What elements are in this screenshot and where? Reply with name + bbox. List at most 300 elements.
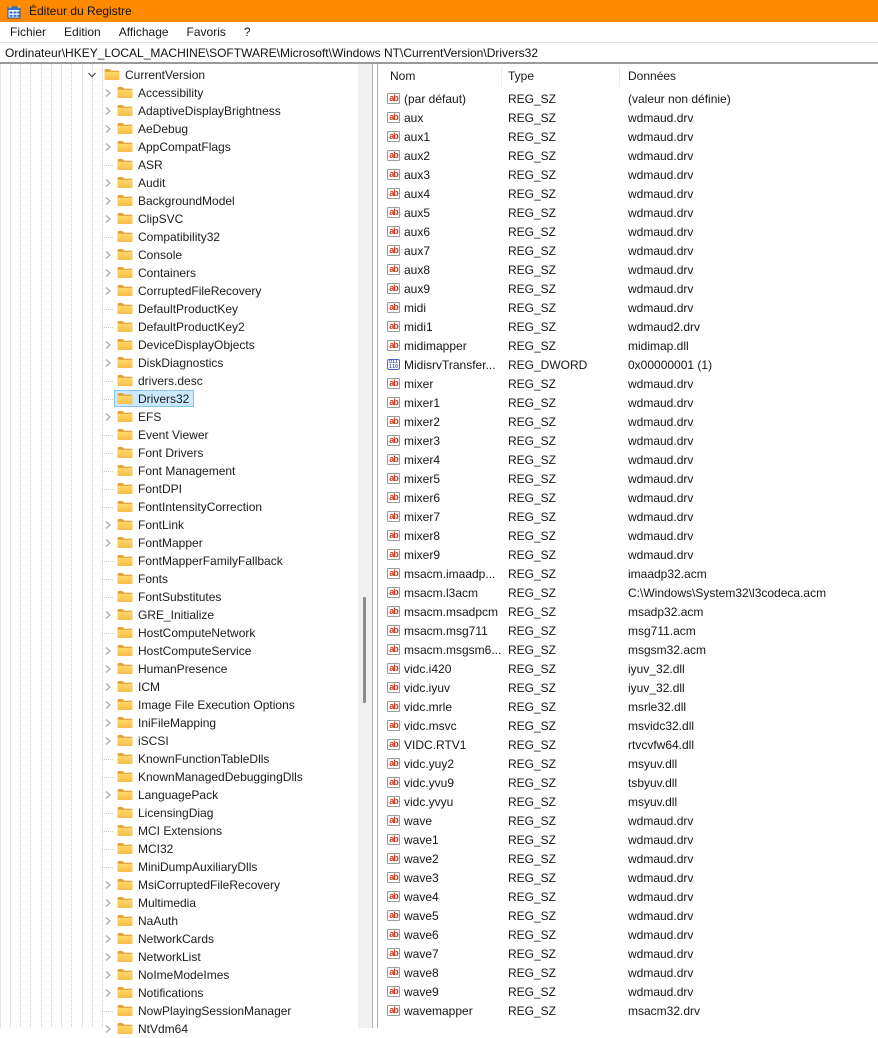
tree-item-fontmapper[interactable]: [1, 534, 357, 552]
value-type: REG_SZ: [508, 187, 557, 201]
value-name: wave: [404, 814, 433, 828]
tree-item-label: NtVdm64: [138, 1021, 189, 1036]
value-type: REG_SZ: [508, 757, 557, 771]
value-data: wdmaud.drv: [628, 966, 694, 980]
tree-item-iscsi[interactable]: [1, 732, 357, 750]
chevron-right-icon[interactable]: [103, 1024, 113, 1034]
tree-item-mci32[interactable]: [1, 840, 357, 858]
tree-item-humanpresence[interactable]: [1, 660, 357, 678]
value-type: REG_SZ: [508, 738, 557, 752]
tree-item-mci-extensions[interactable]: [1, 822, 357, 840]
string-value-icon: ab: [387, 435, 400, 446]
menu-item-help[interactable]: ?: [243, 25, 251, 39]
registry-value-row[interactable]: [378, 565, 878, 584]
value-type: REG_SZ: [508, 244, 557, 258]
tree-item-appcompatflags[interactable]: [1, 138, 357, 156]
registry-value-row[interactable]: [378, 1002, 878, 1021]
folder-icon: [117, 644, 133, 657]
value-data: wdmaud.drv: [628, 206, 694, 220]
tree-item-audit[interactable]: [1, 174, 357, 192]
value-name: wave2: [404, 852, 439, 866]
registry-value-row[interactable]: [378, 413, 878, 432]
tree-item-accessibility[interactable]: [1, 84, 357, 102]
registry-value-row[interactable]: [378, 299, 878, 318]
tree-item-label: NetworkCards: [138, 931, 215, 946]
tree-item-knownmanageddebuggingdlls[interactable]: [1, 768, 357, 786]
string-value-icon: ab: [387, 321, 400, 332]
tree-connector: [102, 435, 114, 436]
chevron-right-icon[interactable]: [103, 718, 113, 728]
tree-item-fonts[interactable]: [1, 570, 357, 588]
tree-item-label: Font Management: [138, 463, 236, 478]
tree-item-fontdpi[interactable]: [1, 480, 357, 498]
value-name: MidisrvTransfer...: [404, 358, 496, 372]
tree-item-devicedisplayobjects[interactable]: [1, 336, 357, 354]
value-type: REG_SZ: [508, 453, 557, 467]
folder-icon: [117, 752, 133, 765]
tree-item-clipsvc[interactable]: [1, 210, 357, 228]
tree-item-label: AppCompatFlags: [138, 139, 231, 154]
registry-value-row[interactable]: [378, 850, 878, 869]
value-data: wdmaud.drv: [628, 225, 694, 239]
value-data: wdmaud.drv: [628, 396, 694, 410]
tree-item-label: DefaultProductKey: [138, 301, 239, 316]
registry-value-row[interactable]: [378, 147, 878, 166]
value-name: vidc.yvyu: [404, 795, 454, 809]
tree-item-hostcomputeservice[interactable]: [1, 642, 357, 660]
folder-icon: [117, 734, 133, 747]
value-data: iyuv_32.dll: [628, 662, 685, 676]
tree-item-label: Font Drivers: [138, 445, 204, 460]
folder-icon: [117, 428, 133, 441]
tree-item-minidumpauxiliarydlls[interactable]: [1, 858, 357, 876]
value-name: msacm.msadpcm: [404, 605, 499, 619]
tree-item-label: iSCSI: [138, 733, 169, 748]
string-value-icon: ab: [387, 416, 400, 427]
tree-item-licensingdiag[interactable]: [1, 804, 357, 822]
value-type: REG_SZ: [508, 966, 557, 980]
string-value-icon: ab: [387, 530, 400, 541]
chevron-right-icon[interactable]: [103, 700, 113, 710]
tree-item-font-management[interactable]: [1, 462, 357, 480]
chevron-right-icon[interactable]: [103, 646, 113, 656]
value-type: REG_SZ: [508, 776, 557, 790]
chevron-right-icon[interactable]: [103, 268, 113, 278]
tree-item-label: FontMapperFamilyFallback: [138, 553, 283, 568]
tree-item-noimemodeimes[interactable]: [1, 966, 357, 984]
tree-item-msicorruptedfilerecovery[interactable]: [1, 876, 357, 894]
chevron-right-icon[interactable]: [103, 610, 113, 620]
chevron-right-icon[interactable]: [103, 358, 113, 368]
value-data: wdmaud.drv: [628, 301, 694, 315]
tree-item-label: FontSubstitutes: [138, 589, 222, 604]
tree-item-multimedia[interactable]: [1, 894, 357, 912]
tree-connector: [102, 381, 114, 382]
folder-icon: [117, 914, 133, 927]
registry-value-row[interactable]: [378, 109, 878, 128]
chevron-right-icon[interactable]: [103, 250, 113, 260]
value-type: REG_SZ: [508, 301, 557, 315]
value-type: REG_SZ: [508, 510, 557, 524]
list-header: [378, 64, 878, 90]
registry-value-row[interactable]: [378, 869, 878, 888]
value-name: wave4: [404, 890, 439, 904]
string-value-icon: ab: [387, 150, 400, 161]
tree-item-console[interactable]: [1, 246, 357, 264]
registry-value-row[interactable]: [378, 812, 878, 831]
tree-item-languagepack[interactable]: [1, 786, 357, 804]
value-type: REG_SZ: [508, 282, 557, 296]
value-type: REG_SZ: [508, 890, 557, 904]
folder-icon: [117, 860, 133, 873]
chevron-right-icon[interactable]: [103, 790, 113, 800]
registry-value-row[interactable]: [378, 223, 878, 242]
value-data: wdmaud.drv: [628, 244, 694, 258]
tree-item-asr[interactable]: [1, 156, 357, 174]
tree-item-diskdiagnostics[interactable]: [1, 354, 357, 372]
tree-item-ntvdm64[interactable]: [1, 1020, 357, 1038]
tree-connector: [102, 165, 114, 166]
string-value-icon: ab: [387, 682, 400, 693]
string-value-icon: ab: [387, 1005, 400, 1016]
chevron-right-icon[interactable]: [103, 340, 113, 350]
chevron-right-icon[interactable]: [103, 106, 113, 116]
tree-item-fontlink[interactable]: [1, 516, 357, 534]
value-type: REG_SZ: [508, 586, 557, 600]
registry-value-row[interactable]: [378, 337, 878, 356]
value-name: msacm.imaadp...: [404, 567, 496, 581]
tree-item-fontintensitycorrection[interactable]: [1, 498, 357, 516]
menu-item-fichier[interactable]: Fichier: [10, 25, 47, 39]
registry-value-row[interactable]: [378, 90, 878, 109]
value-type: REG_SZ: [508, 1004, 557, 1018]
tree-item-icm[interactable]: [1, 678, 357, 696]
tree-item-label: Multimedia: [138, 895, 197, 910]
value-data: midimap.dll: [628, 339, 689, 353]
registry-value-row[interactable]: [378, 660, 878, 679]
value-name: aux9: [404, 282, 431, 296]
tree-item-label: NetworkList: [138, 949, 201, 964]
tree-item-font-drivers[interactable]: [1, 444, 357, 462]
string-value-icon: ab: [387, 853, 400, 864]
tree-item-label: Audit: [138, 175, 166, 190]
value-name: vidc.mrle: [404, 700, 453, 714]
folder-icon: [117, 284, 133, 297]
folder-icon: [117, 410, 133, 423]
chevron-right-icon[interactable]: [103, 196, 113, 206]
tree-item-label: Event Viewer: [138, 427, 209, 442]
chevron-right-icon[interactable]: [103, 898, 113, 908]
folder-icon: [117, 194, 133, 207]
tree-connector: [102, 813, 114, 814]
registry-value-row[interactable]: [378, 470, 878, 489]
value-name: mixer2: [404, 415, 441, 429]
tree-item-fontmapperfamilyfallback[interactable]: [1, 552, 357, 570]
value-name: mixer3: [404, 434, 441, 448]
registry-value-row[interactable]: [378, 622, 878, 641]
registry-value-row[interactable]: [378, 261, 878, 280]
registry-value-row[interactable]: [378, 698, 878, 717]
registry-value-row[interactable]: [378, 489, 878, 508]
registry-value-row[interactable]: [378, 736, 878, 755]
menu-item-affichage[interactable]: Affichage: [118, 25, 169, 39]
string-value-icon: ab: [387, 397, 400, 408]
string-value-icon: ab: [387, 986, 400, 997]
value-data: wdmaud.drv: [628, 833, 694, 847]
string-value-icon: ab: [387, 131, 400, 142]
column-header-donnees[interactable]: Données: [628, 69, 677, 83]
string-value-icon: ab: [387, 549, 400, 560]
registry-tree-pane: [0, 64, 373, 1036]
registry-value-row[interactable]: [378, 926, 878, 945]
value-name: wave6: [404, 928, 439, 942]
registry-value-row[interactable]: [378, 166, 878, 185]
registry-value-row[interactable]: [378, 432, 878, 451]
value-data: wdmaud.drv: [628, 890, 694, 904]
value-data: msgsm32.acm: [628, 643, 707, 657]
value-type: REG_SZ: [508, 681, 557, 695]
chevron-right-icon[interactable]: [103, 142, 113, 152]
registry-value-row[interactable]: [378, 717, 878, 736]
chevron-right-icon[interactable]: [103, 214, 113, 224]
tree-connector: [102, 831, 114, 832]
registry-app-icon: [7, 4, 22, 19]
value-name: wave3: [404, 871, 439, 885]
tree-item-label: DefaultProductKey2: [138, 319, 245, 334]
chevron-right-icon[interactable]: [103, 682, 113, 692]
tree-item-nowplayingsessionmanager[interactable]: [1, 1002, 357, 1020]
string-value-icon: ab: [387, 967, 400, 978]
tree-item-backgroundmodel[interactable]: [1, 192, 357, 210]
registry-value-row[interactable]: [378, 679, 878, 698]
chevron-right-icon[interactable]: [103, 178, 113, 188]
folder-icon: [117, 554, 133, 567]
chevron-right-icon[interactable]: [103, 880, 113, 890]
string-value-icon: ab: [387, 663, 400, 674]
tree-item-label: MCI Extensions: [138, 823, 223, 838]
string-value-icon: ab: [387, 872, 400, 883]
registry-value-row[interactable]: [378, 451, 878, 470]
chevron-right-icon[interactable]: [103, 286, 113, 296]
value-data: wdmaud.drv: [628, 928, 694, 942]
tree-item-efs[interactable]: [1, 408, 357, 426]
value-name: aux5: [404, 206, 431, 220]
tree-item-aedebug[interactable]: [1, 120, 357, 138]
tree-item-containers[interactable]: [1, 264, 357, 282]
tree-item-notifications[interactable]: [1, 984, 357, 1002]
folder-icon: [117, 806, 133, 819]
chevron-down-icon[interactable]: [87, 70, 97, 80]
tree-item-naauth[interactable]: [1, 912, 357, 930]
value-data: wdmaud2.drv: [628, 320, 701, 334]
folder-icon: [117, 680, 133, 693]
registry-value-row[interactable]: [378, 242, 878, 261]
tree-connector: [102, 867, 114, 868]
tree-item-networkcards[interactable]: [1, 930, 357, 948]
registry-value-row[interactable]: [378, 280, 878, 299]
address-input[interactable]: [0, 44, 878, 61]
value-type: REG_SZ: [508, 339, 557, 353]
registry-value-row[interactable]: [378, 318, 878, 337]
value-data: wdmaud.drv: [628, 985, 694, 999]
tree-item-currentversion[interactable]: [1, 66, 357, 84]
value-name: aux2: [404, 149, 431, 163]
tree-connector: [102, 507, 114, 508]
address-bar: [0, 42, 878, 62]
folder-icon: [117, 104, 133, 117]
folder-icon: [117, 896, 133, 909]
value-type: REG_SZ: [508, 662, 557, 676]
registry-value-row[interactable]: [378, 356, 878, 375]
value-type: REG_SZ: [508, 795, 557, 809]
registry-value-row[interactable]: [378, 508, 878, 527]
folder-icon: [117, 176, 133, 189]
value-data: wdmaud.drv: [628, 491, 694, 505]
tree-item-compatibility32[interactable]: [1, 228, 357, 246]
registry-value-row[interactable]: [378, 204, 878, 223]
tree-item-fontsubstitutes[interactable]: [1, 588, 357, 606]
value-name: msacm.msgsm6...: [404, 643, 502, 657]
registry-values-pane: [377, 64, 878, 1028]
tree-item-drivers32[interactable]: [1, 390, 357, 408]
registry-value-row[interactable]: [378, 394, 878, 413]
chevron-right-icon[interactable]: [103, 538, 113, 548]
value-data: iyuv_32.dll: [628, 681, 685, 695]
tree-item-inifilemapping[interactable]: [1, 714, 357, 732]
value-type: REG_SZ: [508, 624, 557, 638]
registry-value-row[interactable]: [378, 185, 878, 204]
chevron-right-icon[interactable]: [103, 520, 113, 530]
tree-scrollbar-thumb[interactable]: [363, 597, 366, 703]
menu-item-edition[interactable]: Edition: [64, 25, 101, 39]
string-value-icon: ab: [387, 891, 400, 902]
menubar: [0, 22, 878, 42]
tree-connector: [102, 237, 114, 238]
registry-value-row[interactable]: [378, 641, 878, 660]
tree-item-defaultproductkey2[interactable]: [1, 318, 357, 336]
value-data: msacm32.drv: [628, 1004, 701, 1018]
string-value-icon: ab: [387, 777, 400, 788]
value-data: wdmaud.drv: [628, 909, 694, 923]
registry-value-row[interactable]: [378, 888, 878, 907]
titlebar[interactable]: [0, 0, 878, 22]
registry-value-row[interactable]: [378, 964, 878, 983]
chevron-right-icon[interactable]: [103, 412, 113, 422]
value-type: REG_SZ: [508, 947, 557, 961]
value-data: wdmaud.drv: [628, 434, 694, 448]
folder-icon: [117, 1022, 133, 1035]
tree-item-gre-initialize[interactable]: [1, 606, 357, 624]
folder-icon: [117, 824, 133, 837]
value-name: aux1: [404, 130, 431, 144]
value-type: REG_SZ: [508, 149, 557, 163]
string-value-icon: ab: [387, 815, 400, 826]
value-name: aux8: [404, 263, 431, 277]
value-name: wave9: [404, 985, 439, 999]
chevron-right-icon[interactable]: [103, 988, 113, 998]
registry-value-row[interactable]: [378, 584, 878, 603]
tree-connector: [102, 327, 114, 328]
tree-connector: [102, 759, 114, 760]
value-data: wdmaud.drv: [628, 282, 694, 296]
chevron-right-icon[interactable]: [103, 736, 113, 746]
tree-item-networklist[interactable]: [1, 948, 357, 966]
tree-item-label: Accessibility: [138, 85, 204, 100]
chevron-right-icon[interactable]: [103, 934, 113, 944]
tree-item-label: KnownFunctionTableDlls: [138, 751, 270, 766]
tree-item-label: LanguagePack: [138, 787, 219, 802]
value-name: mixer7: [404, 510, 441, 524]
value-data: msrle32.dll: [628, 700, 687, 714]
column-header-type[interactable]: Type: [502, 66, 620, 87]
chevron-right-icon[interactable]: [103, 952, 113, 962]
chevron-right-icon[interactable]: [103, 664, 113, 674]
menu-item-favoris[interactable]: Favoris: [186, 25, 226, 39]
tree-item-label: FontMapper: [138, 535, 203, 550]
registry-value-row[interactable]: [378, 375, 878, 394]
tree-item-knownfunctiontabledlls[interactable]: [1, 750, 357, 768]
registry-value-row[interactable]: [378, 793, 878, 812]
tree-item-adaptivedisplaybrightness[interactable]: [1, 102, 357, 120]
value-data: msyuv.dll: [628, 795, 678, 809]
tree-item-event-viewer[interactable]: [1, 426, 357, 444]
string-value-icon: ab: [387, 207, 400, 218]
tree-item-corruptedfilerecovery[interactable]: [1, 282, 357, 300]
string-value-icon: ab: [387, 720, 400, 731]
registry-value-row[interactable]: [378, 983, 878, 1002]
string-value-icon: ab: [387, 568, 400, 579]
value-name: vidc.yuy2: [404, 757, 455, 771]
registry-value-row[interactable]: [378, 907, 878, 926]
registry-value-row[interactable]: [378, 603, 878, 622]
registry-value-row[interactable]: [378, 527, 878, 546]
string-value-icon: ab: [387, 340, 400, 351]
folder-icon: [117, 230, 133, 243]
registry-value-row[interactable]: [378, 546, 878, 565]
tree-item-drivers-desc[interactable]: [1, 372, 357, 390]
chevron-right-icon[interactable]: [103, 88, 113, 98]
value-name: midi1: [404, 320, 433, 334]
tree-item-label: BackgroundModel: [138, 193, 235, 208]
folder-icon: [117, 590, 133, 603]
tree-item-defaultproductkey[interactable]: [1, 300, 357, 318]
registry-value-row[interactable]: [378, 128, 878, 147]
registry-value-row[interactable]: [378, 774, 878, 793]
tree-connector: [102, 309, 114, 310]
value-name: vidc.yvu9: [404, 776, 455, 790]
value-data: imaadp32.acm: [628, 567, 707, 581]
value-data: wdmaud.drv: [628, 415, 694, 429]
value-type: REG_SZ: [508, 396, 557, 410]
column-header-nom[interactable]: Nom: [378, 66, 502, 87]
value-type: REG_SZ: [508, 985, 557, 999]
tree-item-hostcomputenetwork[interactable]: [1, 624, 357, 642]
value-name: wave1: [404, 833, 439, 847]
chevron-right-icon[interactable]: [103, 970, 113, 980]
registry-value-row[interactable]: [378, 755, 878, 774]
registry-value-row[interactable]: [378, 945, 878, 964]
folder-icon: [117, 698, 133, 711]
chevron-right-icon[interactable]: [103, 124, 113, 134]
string-value-icon: ab: [387, 188, 400, 199]
value-name: msacm.msg711: [404, 624, 488, 638]
chevron-right-icon[interactable]: [103, 916, 113, 926]
value-name: mixer: [404, 377, 434, 391]
tree-item-image-file-execution-options[interactable]: [1, 696, 357, 714]
tree-scrollbar-track[interactable]: [358, 64, 372, 1028]
registry-value-row[interactable]: [378, 831, 878, 850]
value-data: msg711.acm: [628, 624, 696, 638]
